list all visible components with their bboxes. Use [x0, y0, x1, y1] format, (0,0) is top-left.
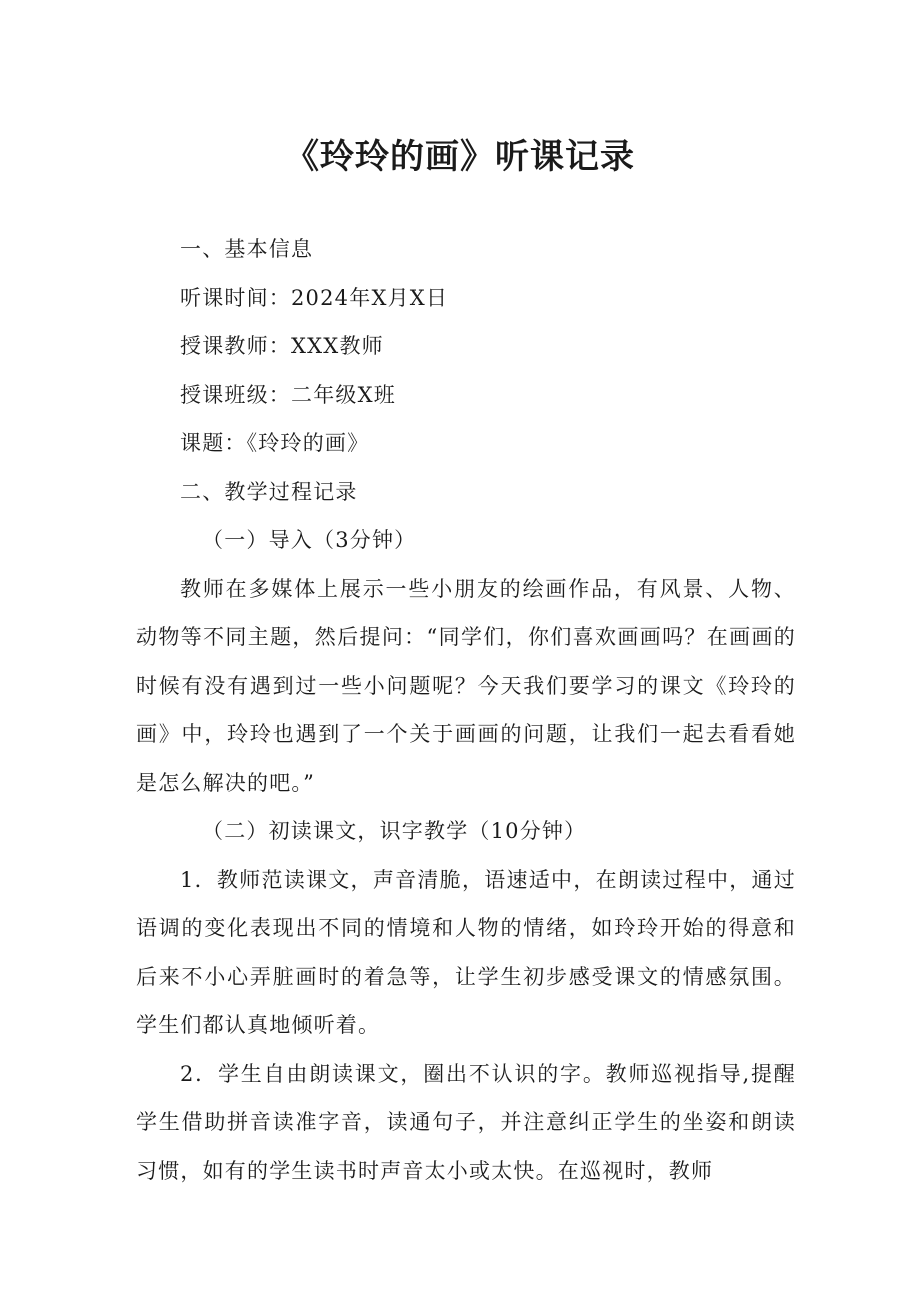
paragraph-item-1: 1．教师范读课文，声音清脆，语速适中，在朗读过程中，通过语调的变化表现出不同的情境和人物的情绪，如玲玲开始的得意和后来不小心弄脏画时的着急等，让学生初步感受课文的情感氛围。学生们都认真地倾听着。 — [136, 867, 796, 1037]
info-teacher: 授课教师：XXX教师 — [180, 334, 384, 358]
info-class: 授课班级：二年级X班 — [180, 382, 396, 407]
info-topic: 课题：《玲玲的画》 — [180, 431, 370, 455]
paragraph-item-2: 2．学生自由朗读课文，圈出不认识的字。教师巡视指导,提醒学生借助拼音读准字音，读通句子，并注意纠正学生的坐姿和朗读习惯，如有的学生读书时声音太小或太快。在巡视时，教师 — [136, 1061, 796, 1183]
paragraph-intro: 教师在多媒体上展示一些小朋友的绘画作品，有风景、人物、动物等不同主题，然后提问：“同学们，你们喜欢画画吗？在画画的时候有没有遇到过一些小问题呢？今天我们要学习的课文《玲玲的画》中，玲玲也遇到了一个关于画画的问题，让我们一起去看看她是怎么解决的吧。” — [136, 576, 796, 795]
info-time: 听课时间：2024年X月X日 — [180, 285, 449, 310]
subsection-heading-intro: （一）导入（3分钟） — [202, 528, 417, 552]
document-body — [136, 225, 796, 1195]
subsection-heading-reading: （二）初读课文，识字教学（10分钟） — [202, 819, 587, 843]
document-title: 《玲玲的画》听课记录 — [285, 137, 635, 177]
section-heading-process: 二、教学过程记录 — [180, 479, 358, 504]
section-heading-basic-info: 一、基本信息 — [180, 237, 314, 261]
